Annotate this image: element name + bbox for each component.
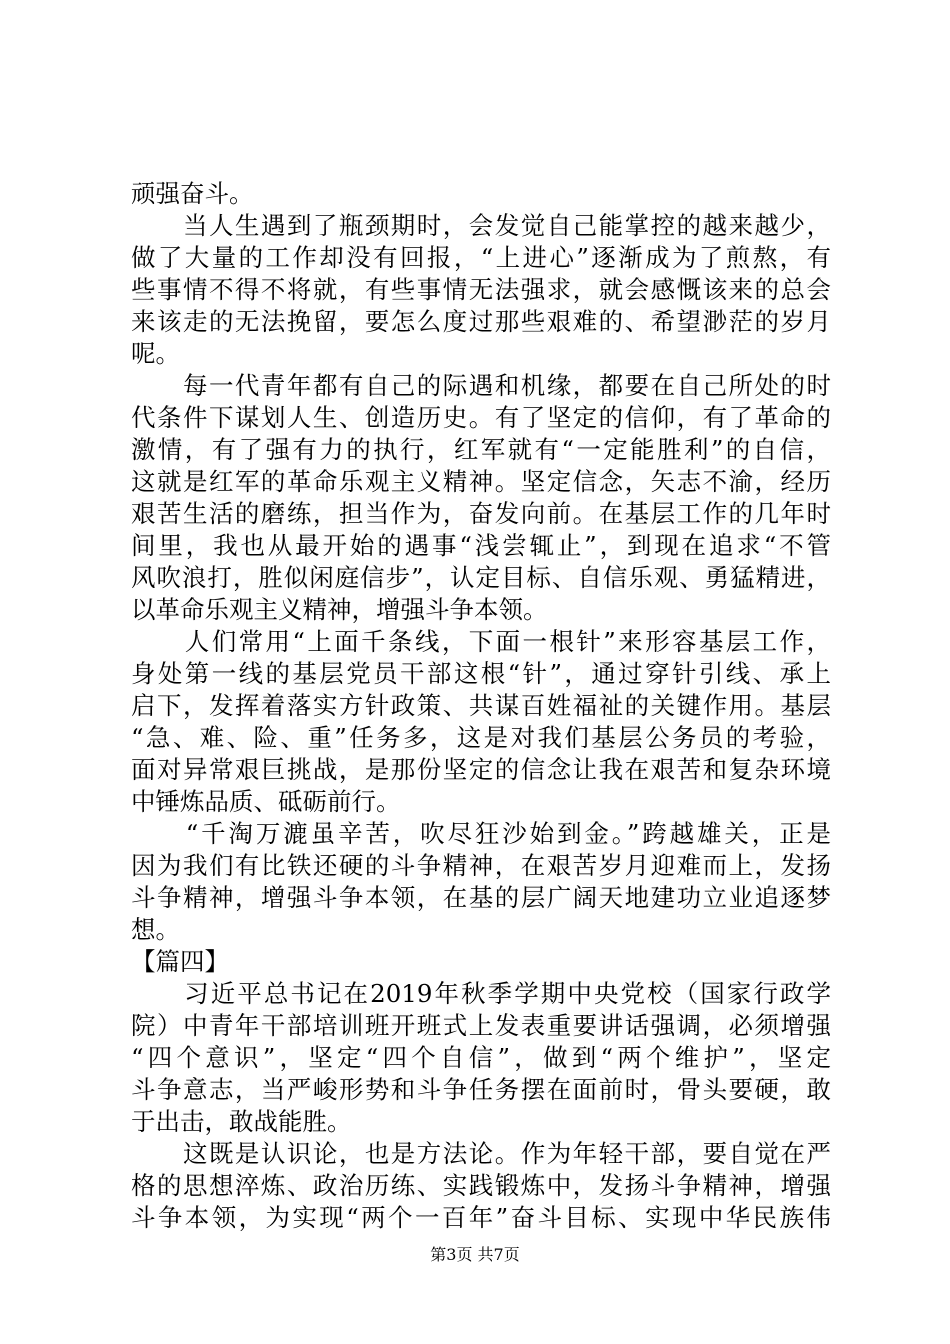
text-line: 启下，发挥着落实方针政策、共谋百姓福祉的关键作用。基层 [131,691,831,720]
text-line: 人们常用“上面千条线，下面一根针”来形容基层工作， [131,627,831,656]
text-line: “千淘万漉虽辛苦，吹尽狂沙始到金。”跨越雄关，正是 [131,819,831,848]
text-line: 斗争意志，当严峻形势和斗争任务摆在面前时，骨头要硬，敢 [131,1075,831,1104]
page-footer: 第3页 共7页 [430,1245,520,1264]
text-line: 斗争精神，增强斗争本领，在基的层广阔天地建功立业追逐梦 [131,883,831,912]
text-line: 因为我们有比铁还硬的斗争精神，在艰苦岁月迎难而上，发扬 [131,851,831,880]
text-line: 想。 [131,915,180,944]
text-line: 斗争本领，为实现“两个一百年”奋斗目标、实现中华民族伟 [131,1203,831,1232]
text-line: 习近平总书记在2019年秋季学期中央党校（国家行政学 [131,979,831,1008]
text-line: 来该走的无法挽留，要怎么度过那些艰难的、希望渺茫的岁月 [131,307,831,336]
text-line: 身处第一线的基层党员干部这根“针”，通过穿针引线、承上 [131,659,831,688]
text-line: 中锤炼品质、砥砺前行。 [131,787,401,816]
text-line: 每一代青年都有自己的际遇和机缘，都要在自己所处的时 [131,371,831,400]
text-line: “急、难、险、重”任务多，这是对我们基层公务员的考验， [131,723,831,752]
text-line: 风吹浪打，胜似闲庭信步”，认定目标、自信乐观、勇猛精进， [131,563,831,592]
text-line: 间里，我也从最开始的遇事“浅尝辄止”，到现在追求“不管 [131,531,831,560]
text-line: 当人生遇到了瓶颈期时，会发觉自己能掌控的越来越少， [131,211,831,240]
text-line: 顽强奋斗。 [131,179,254,208]
text-line: 些事情不得不将就，有些事情无法强求，就会感慨该来的总会 [131,275,831,304]
text-line: 代条件下谋划人生、创造历史。有了坚定的信仰，有了革命的 [131,403,831,432]
text-line: 这就是红军的革命乐观主义精神。坚定信念，矢志不渝，经历 [131,467,831,496]
text-line: “四个意识”，坚定“四个自信”，做到“两个维护”，坚定 [131,1043,831,1072]
text-line: 艰苦生活的磨练，担当作为，奋发向前。在基层工作的几年时 [131,499,831,528]
text-line: 面对异常艰巨挑战，是那份坚定的信念让我在艰苦和复杂环境 [131,755,831,784]
text-line: 院）中青年干部培训班开班式上发表重要讲话强调，必须增强 [131,1011,831,1040]
text-line: 做了大量的工作却没有回报，“上进心”逐渐成为了煎熬，有 [131,243,831,272]
text-line: 呢。 [131,339,180,368]
text-line: 以革命乐观主义精神，增强斗争本领。 [131,595,548,624]
text-line: 激情，有了强有力的执行，红军就有“一定能胜利”的自信， [131,435,831,464]
text-line: 格的思想淬炼、政治历练、实践锻炼中，发扬斗争精神，增强 [131,1171,831,1200]
section-heading: 【篇四】 [131,947,229,976]
text-line: 这既是认识论，也是方法论。作为年轻干部，要自觉在严 [131,1139,831,1168]
text-line: 于出击，敢战能胜。 [131,1107,352,1136]
